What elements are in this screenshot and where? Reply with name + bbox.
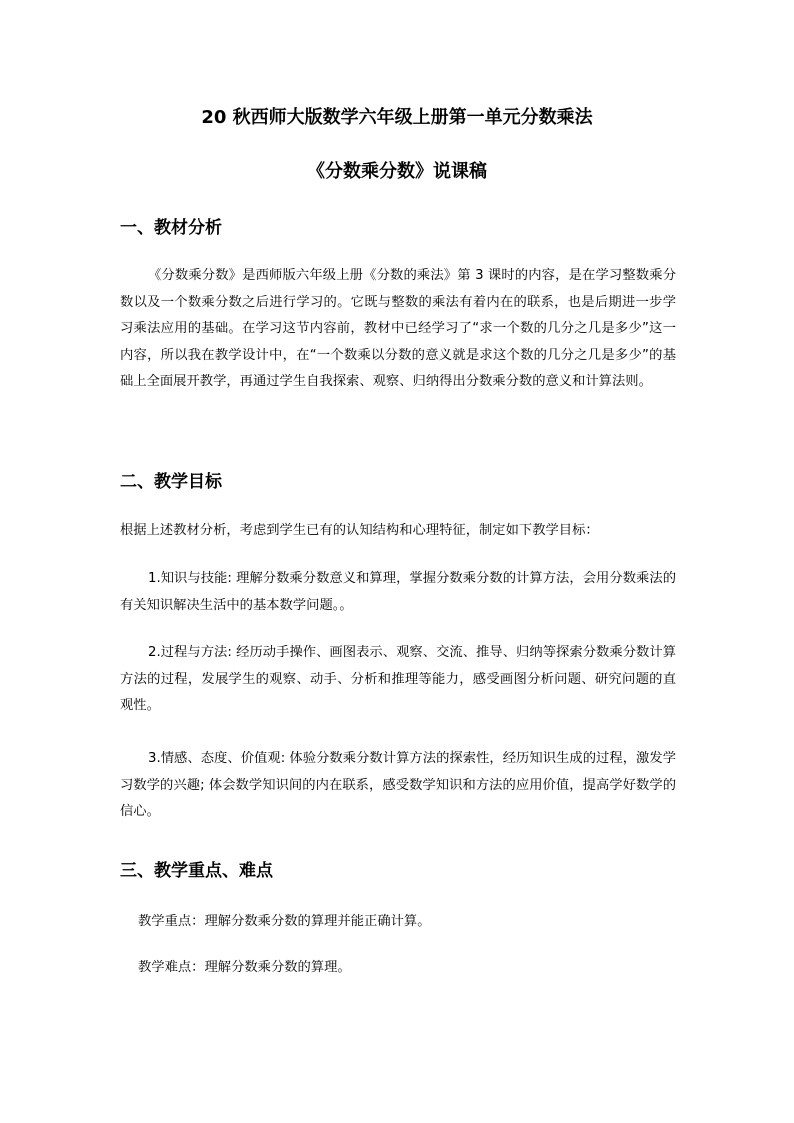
paragraph-textbook-analysis: 《分数乘分数》是西师版六年级上册《分数的乘法》第 3 课时的内容，是在学习整数乘分数以及一个数乘分数之后进行学习的。它既与整数的乘法有着内在的联系，也是后期进一步学习乘法应用的基础。在学习这节内容前，教材中已经学习了“求一个数的几分之几是多少”这一内容，所以我在教学设计中，在“一个数乘以分数的意义就是求这个数的几分之几是多少”的基础上全面展开教学，再通过学生自我探索、观察、归纳得出分数乘分数的意义和计算法则。 [120, 268, 676, 389]
section-heading-key-points: 三、教学重点、难点 [120, 861, 273, 881]
paragraph-goals-intro: 根据上述教材分析，考虑到学生已有的认知结构和心理特征，制定如下教学目标： [120, 523, 599, 538]
difficult-point-line: 教学难点：理解分数乘分数的算理。 [138, 960, 351, 975]
document-title: 20 秋西师大版数学六年级上册第一单元分数乘法 [201, 107, 593, 128]
section-heading-textbook-analysis: 一、教材分析 [120, 218, 222, 238]
paragraph-goal-emotion: 3.情感、态度、价值观: 体验分数乘分数计算方法的探索性，经历知识生成的过程，激发学习数学的兴趣; 体会数学知识间的内在联系，感受数学知识和方法的应用价值，提高学好数学的信心。 [120, 751, 676, 819]
key-point-line: 教学重点：理解分数乘分数的算理并能正确计算。 [138, 914, 431, 929]
paragraph-goal-knowledge: 1.知识与技能: 理解分数乘分数意义和算理，掌握分数乘分数的计算方法，会用分数乘法的有关知识解决生活中的基本数学问题。。 [120, 571, 676, 613]
document-subtitle: 《分数乘分数》说课稿 [307, 161, 487, 182]
paragraph-goal-process: 2.过程与方法: 经历动手操作、画图表示、观察、交流、推导、归纳等探索分数乘分数计算方法的过程，发展学生的观察、动手、分析和推理等能力，感受画图分析问题、研究问题的直观性。 [120, 645, 676, 713]
section-heading-teaching-goals: 二、教学目标 [120, 472, 222, 492]
